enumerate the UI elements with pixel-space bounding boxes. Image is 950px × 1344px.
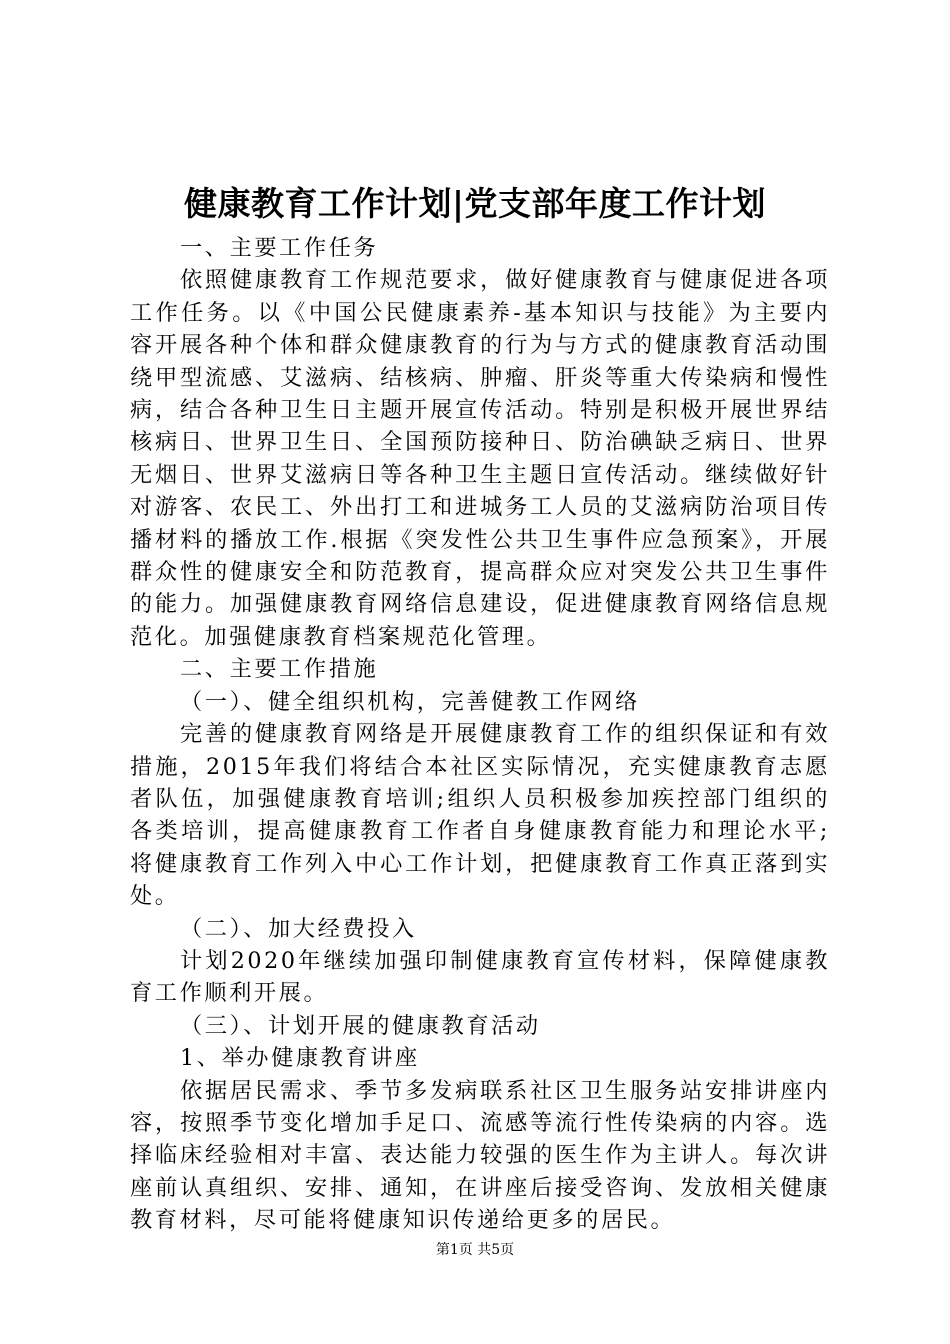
subsection-heading-funding: （二）、加大经费投入 (180, 915, 417, 942)
paragraph-funding: 计划2020年继续加强印制健康教育宣传材料，保障健康教育工作顺利开展。 (130, 947, 830, 1007)
subsection-heading-activities: （三）、计划开展的健康教育活动 (180, 1012, 541, 1039)
page-number-footer: 第1页 共5页 (435, 1242, 515, 1258)
paragraph-main-tasks: 依照健康教育工作规范要求，做好健康教育与健康促进各项工作任务。以《中国公民健康素养-基本知识与技能》为主要内容开展各种个体和群众健康教育的行为与方式的健康教育活动围绕甲型流感、艾滋病、结核病、肿瘤、肝炎等重大传染病和慢性病，结合各种卫生日主题开展宣传活动。特别是积极开展世界结核病日、世界卫生日、全国预防接种日、防治碘缺乏病日、世界无烟日、世界艾滋病日等各种卫生主题日宣传活动。继续做好针对游客、农民工、外出打工和进城务工人员的艾滋病防治项目传播材料的播放工作.根据《突发性公共卫生事件应急预案》，开展群众性的健康安全和防范教育，提高群众应对突发公共卫生事件的能力。加强健康教育网络信息建设，促进健康教育网络信息规范化。加强健康教育档案规范化管理。 (130, 267, 830, 650)
subsection-heading-organization: （一）、健全组织机构，完善健教工作网络 (180, 688, 640, 715)
section-heading-main-measures: 二、主要工作措施 (180, 656, 379, 683)
document-title: 健康教育工作计划|党支部年度工作计划 (183, 184, 766, 223)
paragraph-lectures: 依据居民需求、季节多发病联系社区卫生服务站安排讲座内容，按照季节变化增加手足口、流感等流行性传染病的内容。选择临床经验相对丰富、表达能力较强的医生作为主讲人。每次讲座前认真组织、安排、通知，在讲座后接受咨询、发放相关健康教育材料，尽可能将健康知识传递给更多的居民。 (130, 1077, 830, 1234)
section-heading-main-tasks: 一、主要工作任务 (180, 235, 379, 261)
item-heading-lectures: 1、举办健康教育讲座 (180, 1045, 420, 1072)
paragraph-organization: 完善的健康教育网络是开展健康教育工作的组织保证和有效措施，2015年我们将结合本社区实际情况，充实健康教育志愿者队伍，加强健康教育培训;组织人员积极参加疾控部门组织的各类培训，提高健康教育工作者自身健康教育能力和理论水平;将健康教育工作列入中心工作计划，把健康教育工作真正落到实处。 (130, 721, 830, 910)
document-body (130, 232, 830, 1237)
